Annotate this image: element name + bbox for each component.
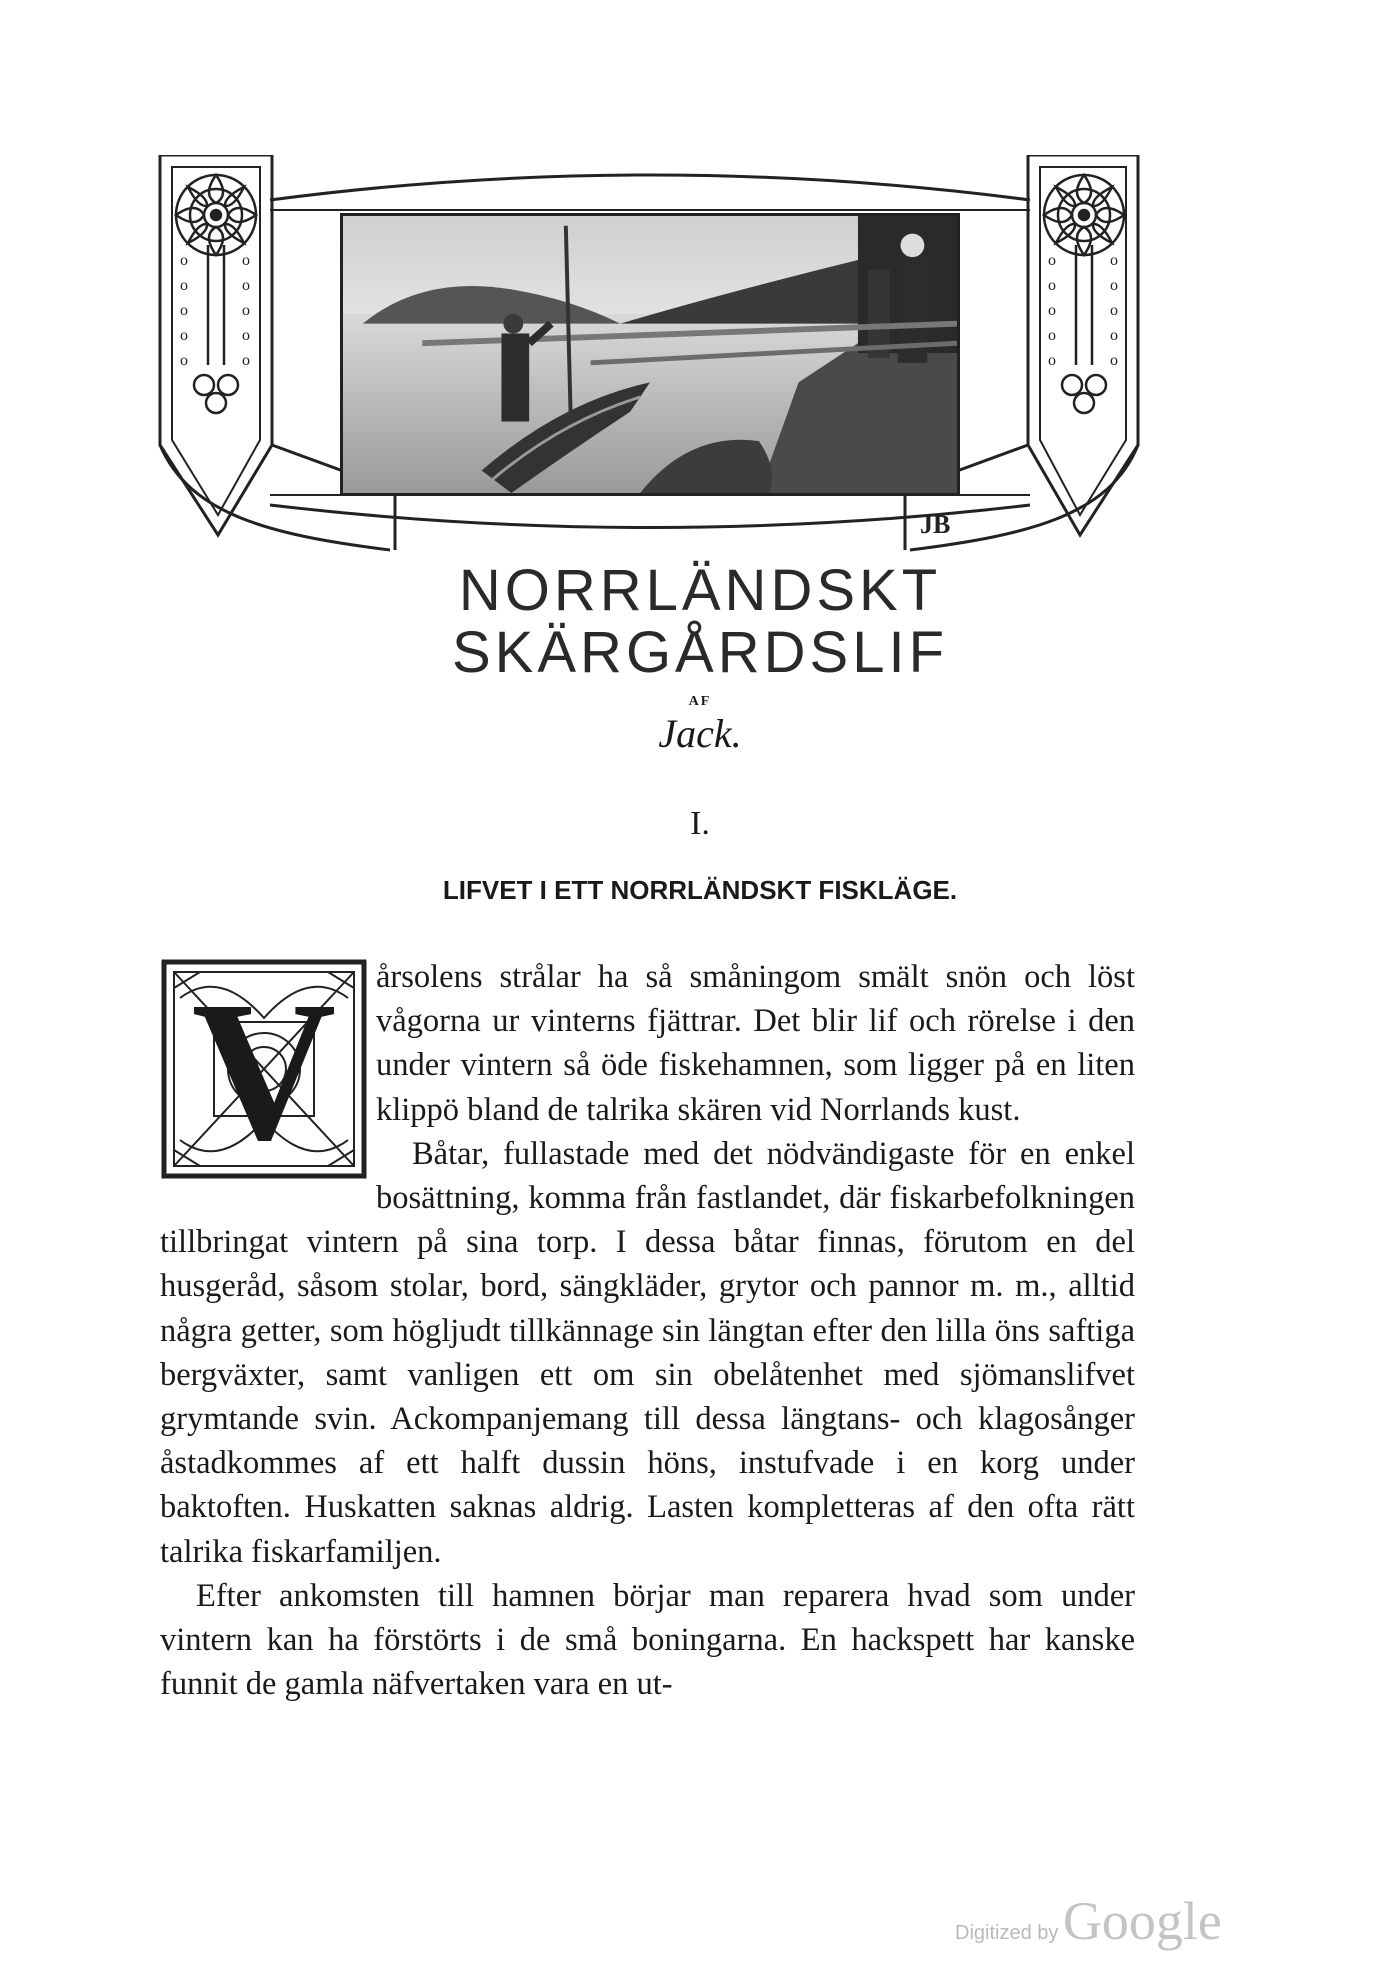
svg-text:o: o [1048, 352, 1056, 369]
watermark-brand: Google [1062, 1891, 1222, 1951]
svg-text:o: o [1110, 252, 1118, 269]
svg-text:o: o [1048, 252, 1056, 269]
svg-text:o: o [1110, 352, 1118, 369]
svg-text:o: o [1048, 327, 1056, 344]
right-rosette [1044, 175, 1124, 255]
svg-text:o: o [242, 327, 250, 344]
watermark-prefix: Digitized by [955, 1922, 1059, 1944]
header-photo [340, 213, 960, 496]
svg-text:o: o [180, 302, 188, 319]
chapter-heading: LIFVET I ETT NORRLÄNDSKT FISKLÄGE. [442, 875, 958, 905]
svg-text:o: o [180, 252, 188, 269]
title-block [300, 560, 1100, 757]
svg-text:o: o [1048, 277, 1056, 294]
dropcap-ornament [160, 958, 368, 1180]
chapter-number: I. [690, 805, 710, 842]
svg-text:o: o [1110, 277, 1118, 294]
svg-text:o: o [1048, 302, 1056, 319]
svg-text:o: o [242, 252, 250, 269]
svg-text:o: o [180, 352, 188, 369]
monogram: JB [920, 510, 951, 539]
paragraph-2: Båtar, fullastade med det nödvändigaste för en enkel bosättning, komma från fastlandet, där fiskarbefolkningen tillbringat vintern på sina torp. I dessa båtar finnas, förutom en del husgeråd, såsom stolar, bord, sängkläder, grytor och pannor m. m., alltid några getter, som högljudt tillkännage sin längtan efter den lilla öns saftiga bergväxter, samt vanligen ett om sin obelåtenhet med sjömanslifvet grymtande svin. Ackompanjemang till dessa längtans- och klagosånger åstadkommes af ett halft dussin höns, instufvade i en korg under baktoften. Huskatten saknas aldrig. Lasten kompletteras af den ofta rätt talrika fiskarfamiljen. [160, 1135, 1135, 1570]
paragraph-1: årsolens strålar ha så småningom smält snön och löst vågorna ur vinterns fjättrar. Det blir lif och rörelse i den under vintern så öde fiskehamnen, som ligger på en liten klippö bland de talrika skären vid Norrlands kust. [376, 959, 1135, 1128]
dropcap-letter: V [191, 961, 337, 1180]
svg-text:o: o [242, 302, 250, 319]
paragraph-3: Efter ankomsten till hamnen börjar man reparera hvad som under vintern kan ha förstörts i de små boningarna. En hackspett har kanske funnit de gamla näfvertaken vara en ut- [160, 1577, 1135, 1703]
byline-af: AF [688, 694, 712, 709]
title-line-1: NORRLÄNDSKT [458, 558, 942, 623]
body-text [160, 955, 1135, 1706]
digitized-watermark [955, 1890, 1222, 1952]
left-rosette [176, 175, 256, 255]
svg-text:o: o [180, 327, 188, 344]
svg-text:o: o [242, 352, 250, 369]
title-line-2: SKÄRGÅRDSLIF [452, 620, 948, 685]
svg-text:o: o [1110, 302, 1118, 319]
svg-text:o: o [1110, 327, 1118, 344]
author-name: Jack. [658, 711, 742, 756]
svg-text:o: o [180, 277, 188, 294]
svg-text:o: o [242, 277, 250, 294]
